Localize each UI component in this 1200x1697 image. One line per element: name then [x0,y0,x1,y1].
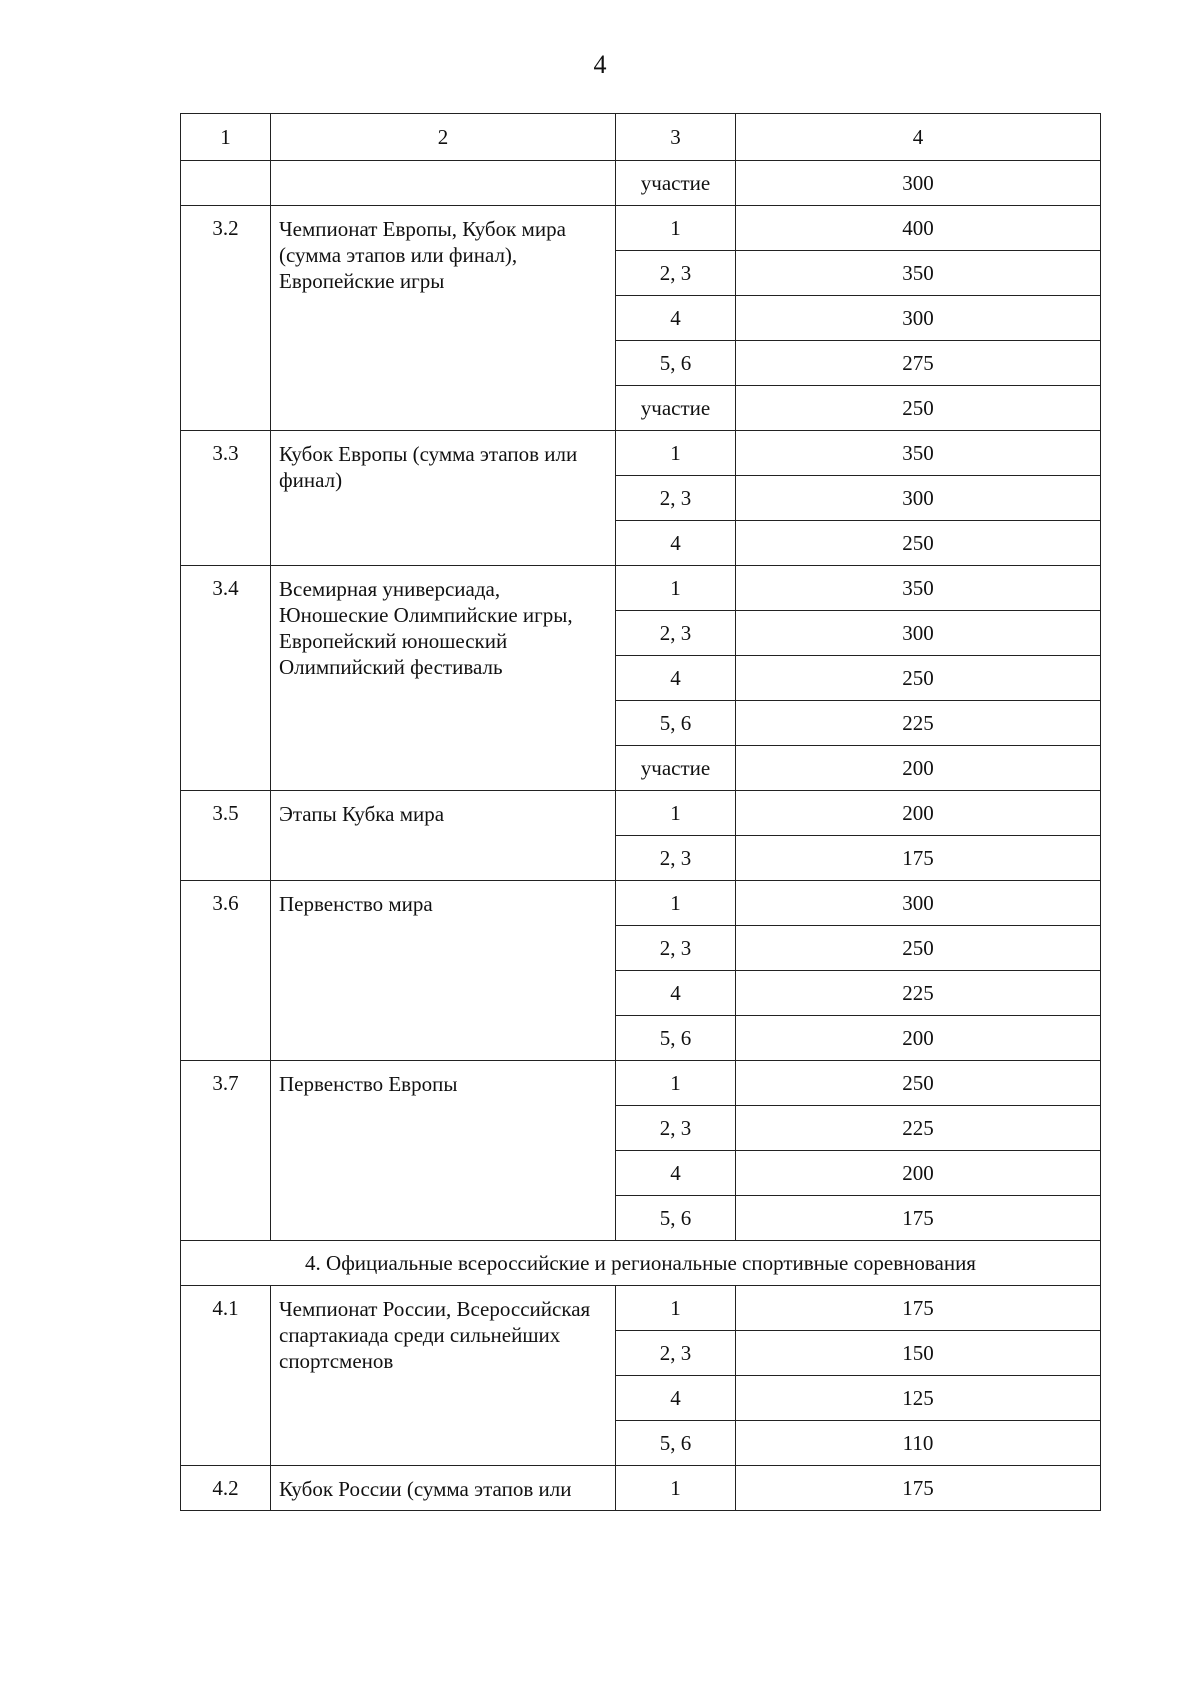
header-cell: 1 [181,114,271,161]
item-number-cell: 3.2 [181,206,271,431]
points-cell: 175 [736,1466,1101,1511]
points-cell: 150 [736,1331,1101,1376]
item-number-cell: 4.1 [181,1286,271,1466]
points-cell: 300 [736,476,1101,521]
points-cell: 275 [736,341,1101,386]
item-number-cell: 4.2 [181,1466,271,1511]
place-cell: 5, 6 [616,1016,736,1061]
competition-name-cell: Кубок Европы (сумма этапов или финал) [271,431,616,566]
table-row [181,881,1101,926]
item-number-cell: 3.3 [181,431,271,566]
points-cell: 175 [736,836,1101,881]
name-cell [271,161,616,206]
points-table-body [181,114,1101,1511]
points-cell: 175 [736,1196,1101,1241]
place-cell: участие [616,161,736,206]
competition-name-cell: Этапы Кубка мира [271,791,616,881]
place-cell: 2, 3 [616,611,736,656]
points-cell: 200 [736,791,1101,836]
page-number: 4 [593,50,607,79]
table-row [181,566,1101,611]
points-cell: 125 [736,1376,1101,1421]
place-cell: 1 [616,1466,736,1511]
table-header-row [181,114,1101,161]
place-cell: 2, 3 [616,836,736,881]
points-cell: 300 [736,611,1101,656]
points-cell: 110 [736,1421,1101,1466]
header-cell: 3 [616,114,736,161]
place-cell: 4 [616,971,736,1016]
points-cell: 300 [736,881,1101,926]
table-row [181,431,1101,476]
place-cell: 4 [616,656,736,701]
competition-name-cell: Чемпионат Европы, Кубок мира (сумма этапов или финал), Европейские игры [271,206,616,431]
points-cell: 225 [736,971,1101,1016]
place-cell: 2, 3 [616,926,736,971]
table-row [181,206,1101,251]
section-title: 4. Официальные всероссийские и региональные спортивные соревнования [181,1241,1101,1286]
table-row [181,1286,1101,1331]
points-cell: 175 [736,1286,1101,1331]
place-cell: 2, 3 [616,251,736,296]
place-cell: 2, 3 [616,476,736,521]
competition-name-cell: Всемирная универсиада, Юношеские Олимпийские игры, Европейский юношеский Олимпийский фестиваль [271,566,616,791]
place-cell: 1 [616,566,736,611]
section-header-row [181,1241,1101,1286]
header-cell: 4 [736,114,1101,161]
points-cell: 250 [736,1061,1101,1106]
place-cell: 1 [616,431,736,476]
points-cell: 350 [736,566,1101,611]
competition-name-cell: Кубок России (сумма этапов или [271,1466,616,1511]
points-cell: 350 [736,251,1101,296]
points-cell: 250 [736,656,1101,701]
place-cell: 5, 6 [616,1196,736,1241]
item-number-cell: 3.5 [181,791,271,881]
item-number-cell: 3.7 [181,1061,271,1241]
points-cell: 200 [736,746,1101,791]
points-cell: 300 [736,161,1101,206]
points-cell: 300 [736,296,1101,341]
table-row [181,791,1101,836]
place-cell: 1 [616,791,736,836]
competition-name-cell: Первенство мира [271,881,616,1061]
num-cell [181,161,271,206]
place-cell: 4 [616,521,736,566]
place-cell: 1 [616,206,736,251]
table-row [181,1061,1101,1106]
place-cell: 4 [616,1376,736,1421]
points-cell: 250 [736,926,1101,971]
place-cell: 1 [616,1286,736,1331]
points-cell: 225 [736,701,1101,746]
competition-name-cell: Первенство Европы [271,1061,616,1241]
table-row [181,1466,1101,1511]
place-cell: 2, 3 [616,1106,736,1151]
points-cell: 200 [736,1151,1101,1196]
points-table [180,113,1101,1511]
points-cell: 200 [736,1016,1101,1061]
place-cell: 5, 6 [616,701,736,746]
place-cell: 5, 6 [616,341,736,386]
points-cell: 350 [736,431,1101,476]
points-cell: 400 [736,206,1101,251]
competition-name-cell: Чемпионат России, Всероссийская спартакиада среди сильнейших спортсменов [271,1286,616,1466]
place-cell: 5, 6 [616,1421,736,1466]
place-cell: 1 [616,881,736,926]
points-cell: 250 [736,386,1101,431]
place-cell: участие [616,746,736,791]
points-cell: 250 [736,521,1101,566]
place-cell: 2, 3 [616,1331,736,1376]
place-cell: участие [616,386,736,431]
place-cell: 4 [616,1151,736,1196]
place-cell: 4 [616,296,736,341]
place-cell: 1 [616,1061,736,1106]
points-cell: 225 [736,1106,1101,1151]
table-row [181,161,1101,206]
header-cell: 2 [271,114,616,161]
item-number-cell: 3.4 [181,566,271,791]
item-number-cell: 3.6 [181,881,271,1061]
